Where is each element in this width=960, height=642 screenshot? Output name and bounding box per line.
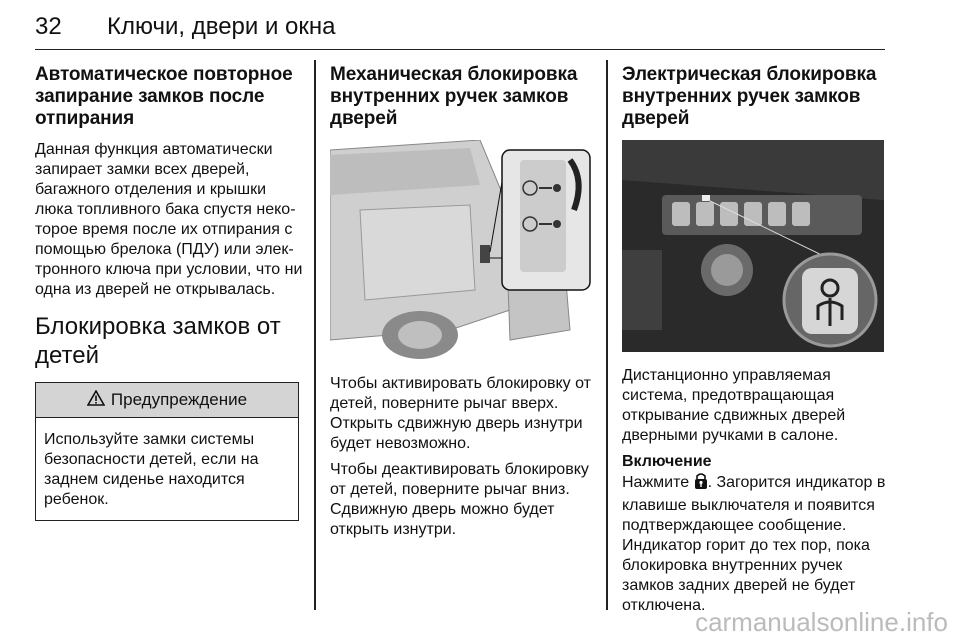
auto-relock-text: Данная функция автоматически запирает замки всех дверей, багажного отделения и крышки люка топливного бака спустя неко-торое время после их отпирания с помощью брелока (ПДУ) или элек-тронного ключа при условии, что ни одна из дверей не открывалась.	[35, 141, 303, 298]
switch-on-label: Включение	[622, 453, 712, 470]
warning-title: Предупреждение	[110, 390, 248, 409]
deactivate-instruction: Чтобы деактивировать блокировку от детей, поверните рычаг вниз. Сдвижную дверь можно будет открыть изнутри.	[330, 461, 589, 538]
child-lock-section-title: Блокировка замков от детей	[35, 313, 281, 369]
page-header	[35, 13, 885, 50]
child-lock-icon	[694, 472, 708, 496]
auto-relock-heading: Автоматическое повторное запирание замков после отпирания	[35, 64, 293, 129]
sliding-door-illustration	[330, 140, 596, 360]
warning-header	[36, 383, 298, 418]
column-3	[622, 64, 892, 622]
column-divider	[606, 60, 608, 610]
switch-on-instruction	[622, 472, 892, 616]
page-number: 32	[35, 13, 62, 40]
press-text: Нажмите	[622, 474, 694, 491]
footer-watermark: carmanualsonline.info	[695, 607, 948, 637]
column-2	[330, 64, 602, 546]
electric-lock-heading: Электрическая блокировка внутренних ручек замков дверей	[622, 64, 877, 129]
warning-text: Используйте замки системы безопасности детей, если на заднем сиденье находится ребенок.	[44, 431, 259, 508]
dashboard-illustration	[622, 140, 884, 352]
system-description: Дистанционно управляемая система, предотвращающая открывание сдвижных дверей дверными ручками в салоне.	[622, 367, 846, 444]
column-1	[35, 64, 303, 521]
switch-on-detail: . Загорится индикатор в клавише выключателя и появится подтверждающее сообщение. Индикатор горит до тех пор, пока блокировка внутренних ручек замков задних дверей не будет отключена.	[622, 474, 886, 614]
column-divider	[314, 60, 316, 610]
mechanical-lock-heading: Механическая блокировка внутренних ручек замков дверей	[330, 64, 578, 129]
warning-triangle-icon	[87, 390, 105, 411]
warning-box	[35, 382, 299, 521]
activate-instruction: Чтобы активировать блокировку от детей, поверните рычаг вверх. Открыть сдвижную дверь изнутри будет невозможно.	[330, 375, 591, 452]
chapter-title: Ключи, двери и окна	[107, 13, 336, 40]
